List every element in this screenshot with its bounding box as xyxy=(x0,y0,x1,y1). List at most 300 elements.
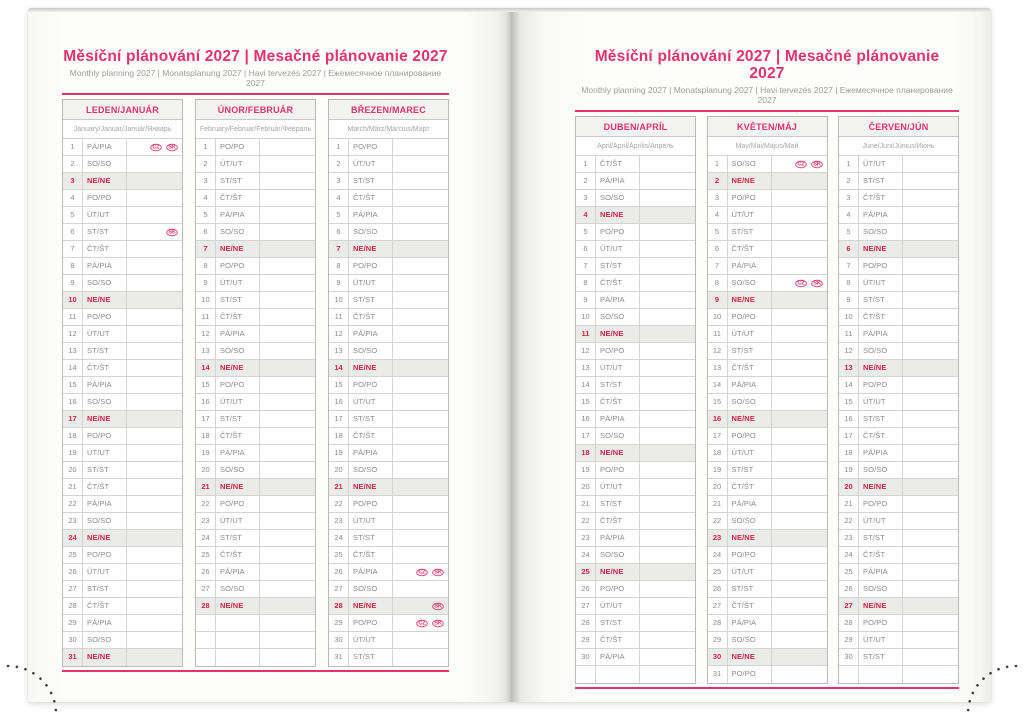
day-note xyxy=(640,360,695,376)
day-row xyxy=(196,360,315,377)
day-note xyxy=(393,292,448,308)
day-note xyxy=(260,564,315,580)
day-note xyxy=(260,258,315,274)
day-number: 29 xyxy=(576,632,596,648)
day-number: 20 xyxy=(63,462,83,478)
day-note xyxy=(903,445,958,461)
day-row xyxy=(708,496,827,513)
day-abbrev: PO/PO xyxy=(859,258,903,274)
day-number: 9 xyxy=(708,292,728,308)
day-row xyxy=(708,377,827,394)
day-note xyxy=(772,445,827,461)
day-row xyxy=(708,547,827,564)
day-row xyxy=(196,139,315,156)
day-row xyxy=(576,275,695,292)
day-number: 7 xyxy=(329,241,349,257)
day-number: 6 xyxy=(839,241,859,257)
day-row xyxy=(839,615,958,632)
day-abbrev: ČT/ŠT xyxy=(349,309,393,325)
day-number: 5 xyxy=(576,224,596,240)
day-note xyxy=(127,343,182,359)
day-abbrev: PO/PO xyxy=(349,258,393,274)
day-number: 2 xyxy=(63,156,83,172)
day-abbrev: ST/ST xyxy=(596,377,640,393)
day-row xyxy=(576,190,695,207)
day-row xyxy=(63,564,182,581)
day-row xyxy=(576,479,695,496)
day-number: 13 xyxy=(576,360,596,376)
day-number: 16 xyxy=(329,394,349,410)
day-number: 27 xyxy=(196,581,216,597)
day-abbrev: SO/SO xyxy=(216,224,260,240)
day-row xyxy=(63,428,182,445)
day-note xyxy=(127,598,182,614)
day-number: 1 xyxy=(708,156,728,172)
day-abbrev: PÁ/PIA xyxy=(596,649,640,665)
day-number: 16 xyxy=(839,411,859,427)
day-abbrev: PO/PO xyxy=(83,428,127,444)
day-note xyxy=(393,309,448,325)
day-abbrev: ST/ST xyxy=(859,649,903,665)
day-note xyxy=(127,632,182,648)
day-note xyxy=(772,649,827,665)
day-number: 26 xyxy=(708,581,728,597)
day-abbrev: ČT/ŠT xyxy=(216,309,260,325)
day-number: 17 xyxy=(839,428,859,444)
day-abbrev: PÁ/PIA xyxy=(216,564,260,580)
day-row xyxy=(839,649,958,666)
day-abbrev: NE/NE xyxy=(216,241,260,257)
day-row xyxy=(576,615,695,632)
day-row xyxy=(196,479,315,496)
day-note xyxy=(903,377,958,393)
day-row xyxy=(708,615,827,632)
day-note xyxy=(903,258,958,274)
day-number: 10 xyxy=(708,309,728,325)
day-number: 26 xyxy=(63,564,83,580)
day-abbrev: ČT/ŠT xyxy=(859,547,903,563)
day-note xyxy=(127,360,182,376)
day-note xyxy=(640,581,695,597)
day-abbrev: ÚT/UT xyxy=(349,275,393,291)
day-abbrev: ÚT/UT xyxy=(216,156,260,172)
day-row xyxy=(576,377,695,394)
day-row xyxy=(196,326,315,343)
holiday-badge-sk: SK xyxy=(168,229,176,235)
day-row xyxy=(196,513,315,530)
day-abbrev: SO/SO xyxy=(859,462,903,478)
day-row xyxy=(839,513,958,530)
day-row xyxy=(196,207,315,224)
day-number: 2 xyxy=(708,173,728,189)
day-note xyxy=(127,462,182,478)
day-abbrev: PO/PO xyxy=(216,139,260,155)
day-note xyxy=(640,564,695,580)
day-note xyxy=(260,411,315,427)
day-number: 3 xyxy=(196,173,216,189)
day-number: 16 xyxy=(576,411,596,427)
holiday-badge-sk: SK xyxy=(168,144,176,150)
day-row xyxy=(576,496,695,513)
day-note xyxy=(127,207,182,223)
day-number: 7 xyxy=(839,258,859,274)
day-number: 23 xyxy=(576,530,596,546)
day-number: 25 xyxy=(329,547,349,563)
day-number: 24 xyxy=(576,547,596,563)
day-note xyxy=(903,411,958,427)
day-note xyxy=(127,445,182,461)
day-abbrev: ČT/ŠT xyxy=(216,428,260,444)
day-number: 5 xyxy=(196,207,216,223)
day-abbrev: PÁ/PIA xyxy=(216,445,260,461)
day-abbrev: ÚT/UT xyxy=(859,513,903,529)
day-row xyxy=(196,156,315,173)
day-number: 23 xyxy=(708,530,728,546)
day-note xyxy=(260,547,315,563)
day-row xyxy=(329,615,448,632)
holiday-badge-cz: CZ xyxy=(795,279,806,286)
day-abbrev: ČT/ŠT xyxy=(83,598,127,614)
day-abbrev: PO/PO xyxy=(83,309,127,325)
day-abbrev: ČT/ŠT xyxy=(859,190,903,206)
day-number: 12 xyxy=(708,343,728,359)
day-number: 25 xyxy=(839,564,859,580)
day-note xyxy=(772,309,827,325)
day-note xyxy=(640,377,695,393)
day-note xyxy=(393,190,448,206)
day-note xyxy=(260,445,315,461)
day-row xyxy=(576,207,695,224)
day-row xyxy=(708,326,827,343)
day-abbrev: ST/ST xyxy=(216,292,260,308)
day-row xyxy=(839,173,958,190)
day-abbrev: ST/ST xyxy=(83,462,127,478)
day-note xyxy=(260,428,315,444)
day-row xyxy=(63,190,182,207)
day-row xyxy=(63,462,182,479)
day-number: 10 xyxy=(63,292,83,308)
month-table xyxy=(707,116,828,684)
day-number: 24 xyxy=(63,530,83,546)
day-abbrev: PÁ/PIA xyxy=(349,207,393,223)
day-note xyxy=(772,666,827,683)
day-row xyxy=(196,462,315,479)
day-row xyxy=(576,632,695,649)
day-note xyxy=(772,632,827,648)
day-abbrev: ČT/ŠT xyxy=(596,394,640,410)
day-number: 28 xyxy=(708,615,728,631)
day-row xyxy=(196,564,315,581)
day-number: 7 xyxy=(708,258,728,274)
day-number: 20 xyxy=(196,462,216,478)
holiday-badge-cz: CZ xyxy=(416,568,427,575)
day-row xyxy=(196,632,315,649)
day-note xyxy=(772,275,827,291)
day-abbrev: ST/ST xyxy=(349,411,393,427)
day-note xyxy=(640,666,695,683)
day-note xyxy=(393,343,448,359)
day-abbrev: ST/ST xyxy=(728,581,772,597)
day-row xyxy=(63,632,182,649)
day-number: 3 xyxy=(576,190,596,206)
day-row xyxy=(839,309,958,326)
day-note xyxy=(640,309,695,325)
day-number: 19 xyxy=(329,445,349,461)
month-columns xyxy=(62,99,449,667)
day-abbrev: SO/SO xyxy=(728,394,772,410)
month-table xyxy=(195,99,316,667)
day-abbrev: PÁ/PIA xyxy=(728,377,772,393)
day-number: 4 xyxy=(708,207,728,223)
day-row xyxy=(708,479,827,496)
holiday-badge-sk: SK xyxy=(434,620,442,626)
day-number: 30 xyxy=(329,632,349,648)
day-number: 18 xyxy=(63,428,83,444)
day-abbrev: SO/SO xyxy=(83,394,127,410)
day-note xyxy=(640,224,695,240)
day-row xyxy=(329,309,448,326)
day-abbrev: ÚT/UT xyxy=(216,394,260,410)
day-number: 23 xyxy=(839,530,859,546)
day-note xyxy=(772,479,827,495)
day-number: 13 xyxy=(63,343,83,359)
day-row xyxy=(329,207,448,224)
day-number: 14 xyxy=(839,377,859,393)
day-note xyxy=(772,292,827,308)
day-row xyxy=(839,445,958,462)
day-number: 14 xyxy=(329,360,349,376)
day-number: 24 xyxy=(708,547,728,563)
day-abbrev: ÚT/UT xyxy=(349,156,393,172)
day-note xyxy=(127,258,182,274)
header-rule xyxy=(575,110,959,112)
day-number: 2 xyxy=(576,173,596,189)
day-row xyxy=(708,428,827,445)
day-note xyxy=(640,428,695,444)
day-note xyxy=(903,564,958,580)
day-note xyxy=(127,530,182,546)
day-row xyxy=(708,343,827,360)
day-note xyxy=(640,649,695,665)
day-number: 21 xyxy=(196,479,216,495)
day-number: 12 xyxy=(196,326,216,342)
day-note xyxy=(903,394,958,410)
day-note xyxy=(260,462,315,478)
day-abbrev: ST/ST xyxy=(859,173,903,189)
day-row xyxy=(329,360,448,377)
day-note xyxy=(260,241,315,257)
day-row xyxy=(576,581,695,598)
day-row xyxy=(329,581,448,598)
day-abbrev: ST/ST xyxy=(728,462,772,478)
day-row xyxy=(63,598,182,615)
day-row xyxy=(196,309,315,326)
month-name: DUBEN/APRÍL xyxy=(576,117,695,137)
day-number: 11 xyxy=(196,309,216,325)
day-number: 7 xyxy=(63,241,83,257)
day-number: 19 xyxy=(576,462,596,478)
day-note xyxy=(127,581,182,597)
day-row xyxy=(329,411,448,428)
day-row xyxy=(63,615,182,632)
day-note xyxy=(772,173,827,189)
day-note xyxy=(393,360,448,376)
holiday-badge-cz: CZ xyxy=(150,143,161,150)
day-number: 30 xyxy=(63,632,83,648)
day-row xyxy=(576,326,695,343)
day-row xyxy=(708,411,827,428)
day-row xyxy=(329,173,448,190)
day-note xyxy=(393,207,448,223)
day-note xyxy=(393,173,448,189)
day-row xyxy=(576,462,695,479)
day-abbrev: SO/SO xyxy=(83,156,127,172)
day-row xyxy=(576,564,695,581)
day-abbrev: SO/SO xyxy=(859,343,903,359)
day-note xyxy=(393,258,448,274)
day-abbrev: NE/NE xyxy=(83,649,127,666)
day-row xyxy=(63,258,182,275)
day-note xyxy=(127,224,182,240)
day-number: 9 xyxy=(576,292,596,308)
day-number: 26 xyxy=(329,564,349,580)
day-number: 20 xyxy=(329,462,349,478)
day-number: 30 xyxy=(576,649,596,665)
day-note xyxy=(260,394,315,410)
day-row xyxy=(63,581,182,598)
day-abbrev: ST/ST xyxy=(83,343,127,359)
day-row xyxy=(708,309,827,326)
day-note xyxy=(903,496,958,512)
day-number: 6 xyxy=(63,224,83,240)
day-note xyxy=(260,173,315,189)
day-abbrev: NE/NE xyxy=(83,173,127,189)
day-row xyxy=(63,360,182,377)
day-number: 25 xyxy=(63,547,83,563)
day-note xyxy=(393,224,448,240)
day-row xyxy=(63,513,182,530)
day-abbrev: PO/PO xyxy=(216,258,260,274)
day-row xyxy=(839,207,958,224)
day-abbrev: ČT/ŠT xyxy=(596,632,640,648)
day-number: 9 xyxy=(196,275,216,291)
day-abbrev: ČT/ŠT xyxy=(728,598,772,614)
day-row xyxy=(708,598,827,615)
day-abbrev: PO/PO xyxy=(349,615,393,631)
day-row xyxy=(839,394,958,411)
day-row xyxy=(63,479,182,496)
day-note xyxy=(127,309,182,325)
day-abbrev xyxy=(596,666,640,683)
day-abbrev: SO/SO xyxy=(83,632,127,648)
day-abbrev: SO/SO xyxy=(349,224,393,240)
day-note xyxy=(772,462,827,478)
day-abbrev: SO/SO xyxy=(216,343,260,359)
day-number: 7 xyxy=(576,258,596,274)
day-abbrev: NE/NE xyxy=(596,445,640,461)
day-note xyxy=(772,241,827,257)
day-number: 13 xyxy=(708,360,728,376)
day-note xyxy=(640,513,695,529)
day-row xyxy=(329,479,448,496)
day-row xyxy=(196,496,315,513)
day-note xyxy=(772,394,827,410)
day-abbrev: NE/NE xyxy=(728,292,772,308)
day-row xyxy=(576,598,695,615)
day-number: 23 xyxy=(329,513,349,529)
day-number: 6 xyxy=(196,224,216,240)
day-note xyxy=(772,224,827,240)
day-number: 14 xyxy=(196,360,216,376)
day-note xyxy=(903,547,958,563)
day-abbrev: ÚT/UT xyxy=(349,632,393,648)
day-number: 24 xyxy=(196,530,216,546)
day-row xyxy=(329,496,448,513)
day-abbrev: ČT/ŠT xyxy=(216,547,260,563)
day-row xyxy=(839,292,958,309)
day-number: 25 xyxy=(576,564,596,580)
day-row xyxy=(708,258,827,275)
day-note xyxy=(772,326,827,342)
day-note xyxy=(903,462,958,478)
day-row xyxy=(576,343,695,360)
day-number: 2 xyxy=(329,156,349,172)
day-abbrev: PO/PO xyxy=(596,224,640,240)
day-number: 2 xyxy=(196,156,216,172)
day-abbrev: PO/PO xyxy=(349,139,393,155)
month-name: ČERVEN/JÚN xyxy=(839,117,958,137)
day-number xyxy=(196,649,216,666)
day-note xyxy=(260,156,315,172)
page-subtitle: Monthly planning 2027 | Monatsplanung 2027 | Havi tervezés 2027 | Ежемесячное планирование 2027 xyxy=(69,68,442,88)
day-number: 19 xyxy=(839,462,859,478)
day-note xyxy=(393,513,448,529)
day-number: 27 xyxy=(839,598,859,614)
day-abbrev: PO/PO xyxy=(728,190,772,206)
day-row xyxy=(708,156,827,173)
day-number xyxy=(196,632,216,648)
day-note xyxy=(640,275,695,291)
day-note xyxy=(393,632,448,648)
day-number: 22 xyxy=(839,513,859,529)
holiday-badge-cz: CZ xyxy=(795,160,806,167)
day-note xyxy=(772,190,827,206)
day-row xyxy=(329,649,448,666)
day-number: 7 xyxy=(196,241,216,257)
day-note xyxy=(260,598,315,614)
day-abbrev: ČT/ŠT xyxy=(83,241,127,257)
day-number: 14 xyxy=(576,377,596,393)
day-abbrev: SO/SO xyxy=(83,275,127,291)
day-abbrev: ÚT/UT xyxy=(596,360,640,376)
day-note xyxy=(772,343,827,359)
day-abbrev: PO/PO xyxy=(596,462,640,478)
day-abbrev: NE/NE xyxy=(859,241,903,257)
day-number: 3 xyxy=(329,173,349,189)
day-number: 17 xyxy=(63,411,83,427)
day-row xyxy=(576,411,695,428)
day-note xyxy=(393,241,448,257)
day-note xyxy=(772,207,827,223)
day-note xyxy=(393,275,448,291)
day-note xyxy=(640,462,695,478)
day-note xyxy=(127,411,182,427)
day-abbrev: SO/SO xyxy=(596,190,640,206)
day-abbrev: NE/NE xyxy=(859,479,903,495)
day-row xyxy=(576,258,695,275)
day-row xyxy=(63,411,182,428)
day-note xyxy=(903,479,958,495)
